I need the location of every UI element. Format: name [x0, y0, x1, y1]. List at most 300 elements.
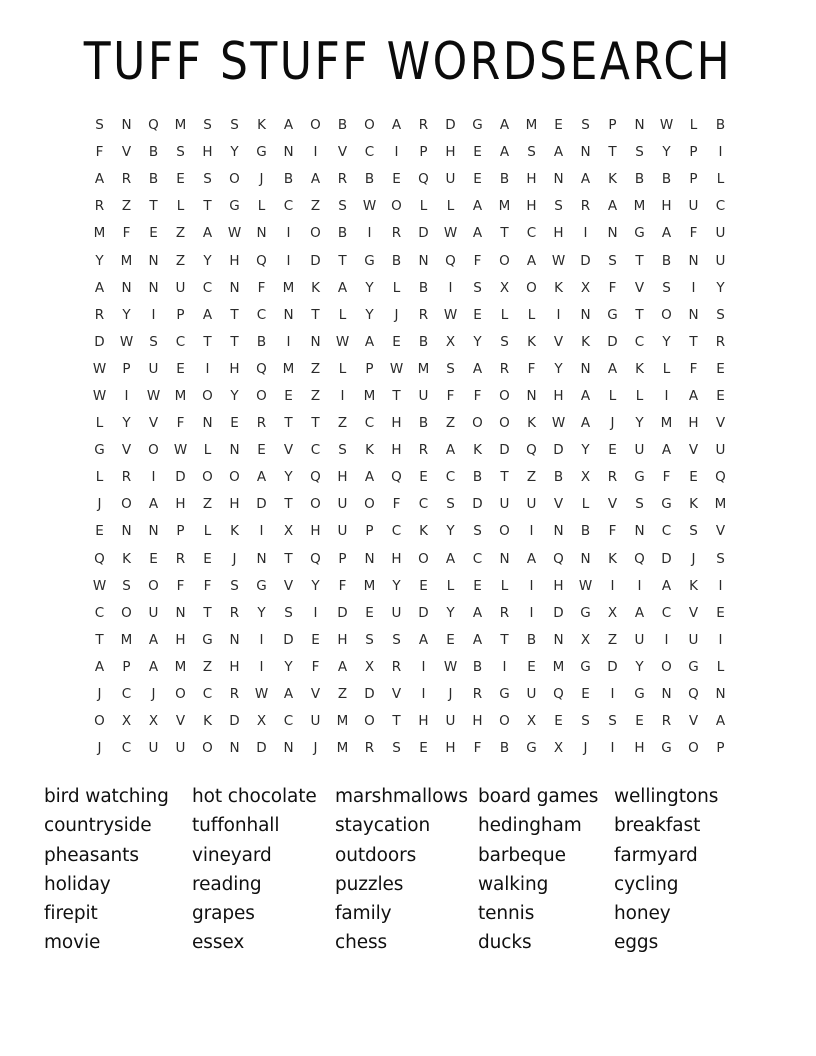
grid-cell[interactable]: B — [499, 740, 510, 757]
grid-cell[interactable]: G — [94, 442, 105, 459]
word-list-item[interactable]: barbeque — [478, 844, 566, 866]
grid-cell[interactable]: N — [661, 686, 672, 703]
grid-cell[interactable]: O — [202, 387, 213, 404]
grid-cell[interactable]: S — [500, 333, 509, 350]
word-list-item[interactable]: marshmallows — [335, 786, 468, 807]
grid-cell[interactable]: N — [148, 279, 159, 296]
grid-cell[interactable]: O — [661, 306, 672, 323]
grid-cell[interactable]: U — [526, 686, 537, 703]
grid-cell[interactable]: F — [473, 252, 482, 269]
grid-cell[interactable]: N — [310, 333, 321, 350]
grid-cell[interactable]: S — [230, 117, 239, 134]
grid-cell[interactable]: H — [526, 198, 537, 215]
grid-cell[interactable]: H — [472, 713, 483, 730]
grid-cell[interactable]: B — [391, 252, 402, 269]
grid-cell[interactable]: C — [202, 279, 213, 296]
grid-cell[interactable]: J — [97, 740, 102, 757]
grid-cell[interactable]: B — [256, 333, 267, 350]
grid-cell[interactable]: L — [608, 387, 617, 404]
grid-cell[interactable]: Y — [716, 279, 725, 296]
grid-cell[interactable]: X — [526, 713, 537, 730]
grid-cell[interactable]: A — [283, 686, 294, 703]
grid-cell[interactable]: P — [122, 658, 131, 675]
grid-cell[interactable]: U — [499, 496, 510, 513]
grid-cell[interactable]: O — [688, 740, 699, 757]
grid-cell[interactable]: I — [502, 658, 507, 675]
grid-cell[interactable]: D — [553, 604, 564, 621]
grid-cell[interactable]: W — [254, 686, 269, 703]
grid-cell[interactable]: B — [283, 171, 294, 188]
grid-cell[interactable]: D — [580, 252, 591, 269]
grid-cell[interactable]: H — [553, 577, 564, 594]
grid-cell[interactable]: R — [229, 686, 240, 703]
grid-cell[interactable]: X — [499, 279, 510, 296]
grid-cell[interactable]: O — [229, 469, 240, 486]
grid-cell[interactable]: M — [120, 631, 133, 648]
grid-cell[interactable]: M — [498, 198, 511, 215]
word-list-item[interactable]: puzzles — [335, 873, 404, 895]
grid-cell[interactable]: Y — [203, 252, 212, 269]
grid-cell[interactable]: A — [445, 550, 456, 567]
grid-cell[interactable]: A — [391, 117, 402, 134]
grid-cell[interactable]: M — [417, 360, 430, 377]
word-list-item[interactable]: ducks — [478, 932, 532, 954]
grid-cell[interactable]: X — [445, 333, 456, 350]
grid-cell[interactable]: R — [391, 658, 402, 675]
grid-cell[interactable]: N — [526, 387, 537, 404]
grid-cell[interactable]: I — [151, 306, 156, 323]
grid-cell[interactable]: U — [634, 442, 645, 459]
grid-cell[interactable]: E — [473, 306, 482, 323]
grid-cell[interactable]: Y — [122, 306, 131, 323]
grid-cell[interactable]: J — [610, 415, 615, 432]
grid-cell[interactable]: N — [121, 117, 132, 134]
word-list-item[interactable]: eggs — [614, 932, 659, 954]
grid-cell[interactable]: D — [418, 604, 429, 621]
grid-cell[interactable]: Y — [581, 442, 590, 459]
grid-cell[interactable]: M — [174, 658, 187, 675]
grid-cell[interactable]: E — [581, 686, 590, 703]
grid-cell[interactable]: N — [148, 252, 159, 269]
grid-cell[interactable]: I — [718, 144, 723, 161]
grid-cell[interactable]: A — [661, 577, 672, 594]
grid-cell[interactable]: R — [418, 306, 429, 323]
grid-cell[interactable]: U — [148, 740, 159, 757]
grid-cell[interactable]: N — [499, 550, 510, 567]
grid-cell[interactable]: Y — [662, 144, 671, 161]
grid-cell[interactable]: A — [499, 144, 510, 161]
grid-cell[interactable]: C — [310, 442, 321, 459]
grid-cell[interactable]: K — [527, 415, 536, 432]
grid-cell[interactable]: M — [714, 496, 727, 513]
grid-cell[interactable]: T — [311, 306, 320, 323]
grid-cell[interactable]: H — [229, 360, 240, 377]
grid-cell[interactable]: H — [391, 550, 402, 567]
grid-cell[interactable]: S — [662, 279, 671, 296]
grid-cell[interactable]: H — [688, 415, 699, 432]
grid-cell[interactable]: Q — [418, 171, 429, 188]
grid-cell[interactable]: H — [661, 198, 672, 215]
grid-cell[interactable]: E — [419, 469, 428, 486]
word-list-item[interactable]: honey — [614, 903, 671, 925]
grid-cell[interactable]: B — [661, 252, 672, 269]
grid-cell[interactable]: D — [553, 442, 564, 459]
grid-cell[interactable]: S — [446, 496, 455, 513]
grid-cell[interactable]: J — [691, 550, 696, 567]
grid-cell[interactable]: V — [688, 604, 699, 621]
word-list-item[interactable]: tuffonhall — [192, 815, 280, 837]
grid-cell[interactable]: L — [446, 577, 455, 594]
grid-cell[interactable]: Y — [446, 523, 455, 540]
word-list-item[interactable]: family — [335, 903, 392, 925]
grid-cell[interactable]: L — [176, 198, 185, 215]
grid-cell[interactable]: O — [256, 387, 267, 404]
grid-cell[interactable]: I — [529, 577, 534, 594]
grid-cell[interactable]: W — [443, 658, 458, 675]
grid-cell[interactable]: A — [202, 225, 213, 242]
grid-cell[interactable]: Z — [175, 252, 186, 269]
grid-cell[interactable]: O — [391, 198, 402, 215]
grid-cell[interactable]: C — [715, 198, 726, 215]
grid-cell[interactable]: I — [610, 686, 615, 703]
grid-cell[interactable]: V — [634, 279, 645, 296]
grid-cell[interactable]: T — [284, 550, 293, 567]
grid-cell[interactable]: E — [554, 117, 563, 134]
grid-cell[interactable]: G — [256, 577, 267, 594]
grid-cell[interactable]: L — [203, 442, 212, 459]
grid-cell[interactable]: F — [689, 360, 698, 377]
grid-cell[interactable]: S — [716, 550, 725, 567]
grid-cell[interactable]: I — [610, 740, 615, 757]
grid-cell[interactable]: E — [716, 604, 725, 621]
grid-cell[interactable]: J — [97, 496, 102, 513]
grid-cell[interactable]: S — [527, 144, 536, 161]
grid-cell[interactable]: P — [338, 550, 347, 567]
grid-cell[interactable]: F — [392, 496, 401, 513]
grid-cell[interactable]: S — [392, 740, 401, 757]
grid-cell[interactable]: E — [689, 469, 698, 486]
grid-cell[interactable]: H — [391, 415, 402, 432]
grid-cell[interactable]: L — [527, 306, 536, 323]
grid-cell[interactable]: X — [580, 631, 591, 648]
grid-cell[interactable]: H — [337, 631, 348, 648]
grid-cell[interactable]: T — [284, 415, 293, 432]
grid-cell[interactable]: Z — [337, 686, 348, 703]
grid-cell[interactable]: B — [364, 171, 375, 188]
grid-cell[interactable]: W — [443, 225, 458, 242]
grid-cell[interactable]: D — [445, 117, 456, 134]
grid-cell[interactable]: A — [607, 360, 618, 377]
grid-cell[interactable]: Y — [284, 469, 293, 486]
grid-cell[interactable]: S — [338, 442, 347, 459]
grid-cell[interactable]: N — [229, 442, 240, 459]
grid-cell[interactable]: L — [446, 198, 455, 215]
grid-cell[interactable]: A — [94, 279, 105, 296]
grid-cell[interactable]: J — [232, 550, 237, 567]
grid-cell[interactable]: P — [608, 117, 617, 134]
grid-cell[interactable]: Z — [607, 631, 618, 648]
grid-cell[interactable]: R — [472, 686, 483, 703]
grid-cell[interactable]: A — [94, 171, 105, 188]
grid-cell[interactable]: E — [554, 713, 563, 730]
grid-cell[interactable]: S — [338, 198, 347, 215]
grid-cell[interactable]: U — [715, 442, 726, 459]
grid-cell[interactable]: S — [365, 631, 374, 648]
grid-cell[interactable]: J — [97, 686, 102, 703]
grid-cell[interactable]: Z — [526, 469, 537, 486]
grid-cell[interactable]: C — [526, 225, 537, 242]
grid-cell[interactable]: M — [282, 360, 295, 377]
grid-cell[interactable]: D — [256, 740, 267, 757]
grid-cell[interactable]: K — [473, 442, 482, 459]
grid-cell[interactable]: W — [146, 387, 161, 404]
grid-cell[interactable]: D — [607, 333, 618, 350]
grid-cell[interactable]: D — [337, 604, 348, 621]
grid-cell[interactable]: A — [283, 117, 294, 134]
grid-cell[interactable]: I — [259, 631, 264, 648]
grid-cell[interactable]: Z — [202, 658, 213, 675]
grid-cell[interactable]: O — [364, 117, 375, 134]
grid-cell[interactable]: K — [311, 279, 320, 296]
grid-cell[interactable]: C — [364, 144, 375, 161]
grid-cell[interactable]: E — [149, 550, 158, 567]
grid-cell[interactable]: L — [500, 306, 509, 323]
grid-cell[interactable]: A — [310, 171, 321, 188]
grid-cell[interactable]: A — [148, 658, 159, 675]
grid-cell[interactable]: U — [310, 713, 321, 730]
grid-cell[interactable]: Y — [635, 415, 644, 432]
grid-cell[interactable]: T — [608, 144, 617, 161]
word-list-item[interactable]: countryside — [44, 815, 152, 837]
grid-cell[interactable]: C — [202, 686, 213, 703]
grid-cell[interactable]: L — [338, 306, 347, 323]
grid-cell[interactable]: N — [580, 550, 591, 567]
grid-cell[interactable]: N — [256, 550, 267, 567]
grid-cell[interactable]: Y — [635, 658, 644, 675]
grid-cell[interactable]: C — [283, 713, 294, 730]
grid-cell[interactable]: A — [256, 469, 267, 486]
grid-cell[interactable]: B — [472, 469, 483, 486]
grid-cell[interactable]: Y — [230, 144, 239, 161]
grid-cell[interactable]: I — [340, 387, 345, 404]
grid-cell[interactable]: M — [174, 387, 187, 404]
grid-cell[interactable]: S — [95, 117, 104, 134]
grid-cell[interactable]: A — [472, 604, 483, 621]
grid-cell[interactable]: Y — [365, 279, 374, 296]
grid-cell[interactable]: P — [122, 360, 131, 377]
grid-cell[interactable]: R — [175, 550, 186, 567]
grid-cell[interactable]: N — [283, 740, 294, 757]
grid-cell[interactable]: I — [286, 333, 291, 350]
grid-cell[interactable]: L — [338, 360, 347, 377]
grid-cell[interactable]: B — [418, 333, 429, 350]
grid-cell[interactable]: H — [553, 225, 564, 242]
grid-cell[interactable]: A — [472, 360, 483, 377]
grid-cell[interactable]: E — [419, 577, 428, 594]
grid-cell[interactable]: S — [554, 198, 563, 215]
grid-cell[interactable]: E — [149, 225, 158, 242]
grid-cell[interactable]: H — [175, 496, 186, 513]
grid-cell[interactable]: U — [337, 496, 348, 513]
grid-cell[interactable]: O — [499, 252, 510, 269]
grid-cell[interactable]: S — [122, 577, 131, 594]
grid-cell[interactable]: R — [661, 713, 672, 730]
grid-cell[interactable]: Q — [94, 550, 105, 567]
grid-cell[interactable]: T — [392, 713, 401, 730]
grid-cell[interactable]: C — [418, 496, 429, 513]
grid-cell[interactable]: N — [256, 225, 267, 242]
grid-cell[interactable]: H — [229, 496, 240, 513]
grid-cell[interactable]: E — [473, 144, 482, 161]
grid-cell[interactable]: U — [337, 523, 348, 540]
word-list-item[interactable]: farmyard — [614, 844, 698, 866]
grid-cell[interactable]: G — [202, 631, 213, 648]
grid-cell[interactable]: G — [634, 469, 645, 486]
grid-cell[interactable]: B — [499, 171, 510, 188]
grid-cell[interactable]: A — [526, 252, 537, 269]
grid-cell[interactable]: P — [365, 360, 374, 377]
grid-cell[interactable]: E — [284, 387, 293, 404]
grid-cell[interactable]: W — [92, 577, 107, 594]
grid-cell[interactable]: L — [689, 117, 698, 134]
grid-cell[interactable]: N — [580, 306, 591, 323]
grid-cell[interactable]: C — [283, 198, 294, 215]
grid-cell[interactable]: V — [391, 686, 402, 703]
grid-cell[interactable]: Q — [553, 550, 564, 567]
grid-cell[interactable]: C — [634, 333, 645, 350]
grid-cell[interactable]: V — [283, 577, 294, 594]
grid-cell[interactable]: P — [716, 740, 725, 757]
grid-cell[interactable]: I — [718, 577, 723, 594]
grid-cell[interactable]: Q — [553, 686, 564, 703]
grid-cell[interactable]: Q — [310, 469, 321, 486]
grid-cell[interactable]: E — [419, 740, 428, 757]
grid-cell[interactable]: A — [148, 496, 159, 513]
grid-cell[interactable]: F — [311, 658, 320, 675]
grid-cell[interactable]: T — [500, 631, 509, 648]
grid-cell[interactable]: V — [337, 144, 348, 161]
grid-cell[interactable]: G — [634, 225, 645, 242]
grid-cell[interactable]: A — [661, 225, 672, 242]
grid-cell[interactable]: P — [176, 523, 185, 540]
grid-cell[interactable]: I — [637, 577, 642, 594]
grid-cell[interactable]: E — [716, 387, 725, 404]
grid-cell[interactable]: S — [392, 631, 401, 648]
word-list-item[interactable]: pheasants — [44, 844, 139, 866]
grid-cell[interactable]: Q — [634, 550, 645, 567]
grid-cell[interactable]: M — [660, 415, 673, 432]
grid-cell[interactable]: X — [283, 523, 294, 540]
grid-cell[interactable]: I — [691, 279, 696, 296]
grid-cell[interactable]: R — [364, 740, 375, 757]
grid-cell[interactable]: Y — [365, 306, 374, 323]
grid-cell[interactable]: R — [337, 171, 348, 188]
grid-cell[interactable]: T — [284, 496, 293, 513]
grid-cell[interactable]: N — [580, 144, 591, 161]
grid-cell[interactable]: R — [715, 333, 726, 350]
grid-cell[interactable]: A — [445, 442, 456, 459]
grid-cell[interactable]: P — [365, 523, 374, 540]
grid-cell[interactable]: J — [151, 686, 156, 703]
grid-cell[interactable]: P — [419, 144, 428, 161]
grid-cell[interactable]: A — [499, 117, 510, 134]
grid-cell[interactable]: Y — [230, 387, 239, 404]
grid-cell[interactable]: C — [175, 333, 186, 350]
grid-cell[interactable]: A — [148, 631, 159, 648]
grid-cell[interactable]: T — [95, 631, 104, 648]
grid-cell[interactable]: A — [337, 658, 348, 675]
grid-cell[interactable]: V — [715, 523, 726, 540]
grid-cell[interactable]: K — [689, 577, 698, 594]
word-list-item[interactable]: walking — [478, 873, 549, 895]
grid-cell[interactable]: E — [176, 171, 185, 188]
grid-cell[interactable]: E — [392, 333, 401, 350]
grid-cell[interactable]: V — [283, 442, 294, 459]
grid-cell[interactable]: F — [473, 740, 482, 757]
grid-cell[interactable]: H — [553, 387, 564, 404]
grid-cell[interactable]: W — [578, 577, 593, 594]
grid-cell[interactable]: M — [525, 117, 538, 134]
word-list-item[interactable]: wellingtons — [614, 786, 719, 807]
grid-cell[interactable]: C — [391, 523, 402, 540]
grid-cell[interactable]: B — [472, 658, 483, 675]
grid-cell[interactable]: C — [364, 415, 375, 432]
grid-cell[interactable]: H — [202, 144, 213, 161]
grid-cell[interactable]: X — [148, 713, 159, 730]
grid-cell[interactable]: G — [688, 658, 699, 675]
grid-cell[interactable]: A — [634, 604, 645, 621]
grid-cell[interactable]: M — [363, 577, 376, 594]
grid-cell[interactable]: C — [661, 523, 672, 540]
grid-cell[interactable]: K — [365, 442, 374, 459]
grid-cell[interactable]: D — [472, 496, 483, 513]
grid-cell[interactable]: W — [443, 306, 458, 323]
grid-cell[interactable]: G — [661, 496, 672, 513]
grid-cell[interactable]: N — [148, 523, 159, 540]
grid-cell[interactable]: A — [364, 469, 375, 486]
grid-cell[interactable]: U — [148, 360, 159, 377]
grid-cell[interactable]: I — [151, 469, 156, 486]
grid-cell[interactable]: S — [230, 577, 239, 594]
grid-cell[interactable]: S — [581, 117, 590, 134]
grid-cell[interactable]: U — [688, 198, 699, 215]
word-list-item[interactable]: essex — [192, 932, 245, 954]
grid-cell[interactable]: E — [176, 360, 185, 377]
word-list-item[interactable]: grapes — [192, 903, 255, 925]
grid-cell[interactable]: D — [94, 333, 105, 350]
grid-cell[interactable]: X — [364, 658, 375, 675]
grid-cell[interactable]: D — [418, 225, 429, 242]
grid-cell[interactable]: N — [607, 225, 618, 242]
grid-cell[interactable]: L — [500, 577, 509, 594]
grid-cell[interactable]: I — [286, 252, 291, 269]
grid-cell[interactable]: F — [608, 279, 617, 296]
grid-cell[interactable]: F — [608, 523, 617, 540]
grid-cell[interactable]: S — [446, 360, 455, 377]
word-list-item[interactable]: tennis — [478, 903, 535, 925]
grid-cell[interactable]: D — [499, 442, 510, 459]
grid-cell[interactable]: G — [364, 252, 375, 269]
grid-cell[interactable]: B — [148, 144, 159, 161]
grid-cell[interactable]: E — [95, 523, 104, 540]
grid-cell[interactable]: A — [553, 144, 564, 161]
grid-cell[interactable]: I — [205, 360, 210, 377]
grid-cell[interactable]: F — [662, 469, 671, 486]
grid-cell[interactable]: F — [473, 387, 482, 404]
grid-cell[interactable]: A — [688, 387, 699, 404]
word-list-item[interactable]: breakfast — [614, 815, 701, 837]
grid-cell[interactable]: O — [499, 523, 510, 540]
